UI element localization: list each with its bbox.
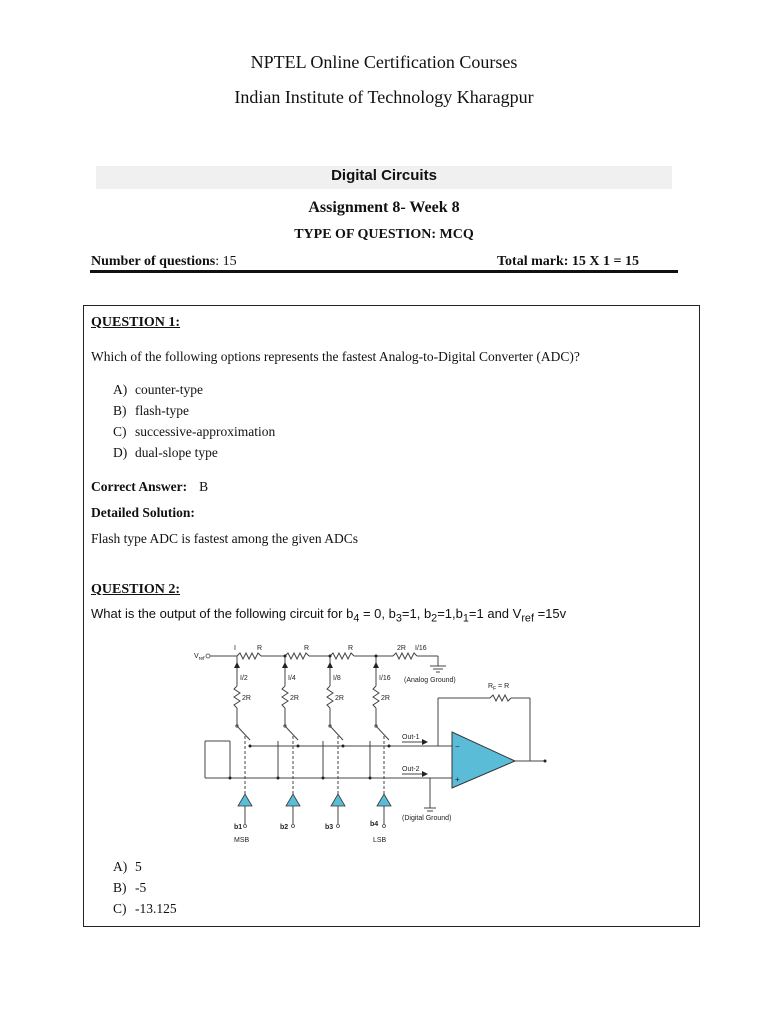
- total-mark: Total mark: 15 X 1 = 15: [497, 254, 640, 269]
- option-label: B): [113, 880, 127, 895]
- org-line-1: NPTEL Online Certification Courses: [250, 52, 518, 72]
- option-text: -5: [135, 880, 147, 895]
- option-text: -13.125: [135, 901, 177, 916]
- q1-solution-label: Detailed Solution:: [91, 505, 195, 520]
- i4-label: I/4: [288, 675, 296, 682]
- buffer-b3-icon: [331, 794, 345, 806]
- option-text: successive-approximation: [135, 424, 276, 439]
- question-1-text: Which of the following options represents the fastest Analog-to-Digital Converter (ADC)?: [91, 349, 580, 364]
- question-2-text: [91, 606, 566, 625]
- option-label: B): [113, 403, 127, 418]
- b3-sub: 3: [395, 612, 402, 625]
- b1-label: b1: [234, 824, 243, 831]
- question-2-heading: QUESTION 2:: [91, 582, 181, 597]
- r-label-3: R: [348, 645, 354, 652]
- num-questions-value: : 15: [215, 254, 237, 269]
- 2r-label-1: 2R: [242, 695, 251, 702]
- option-text: counter-type: [135, 382, 203, 397]
- buffer-b1-icon: [238, 794, 252, 806]
- question-type: TYPE OF QUESTION: MCQ: [294, 227, 474, 242]
- answer-label: Correct Answer:: [91, 479, 188, 494]
- option-label: D): [113, 445, 128, 460]
- r-label-2: R: [304, 645, 310, 652]
- vref-symbol: V: [512, 606, 522, 621]
- dac-circuit-diagram: [190, 636, 560, 851]
- b3-symbol: b: [388, 606, 396, 621]
- b4-value: = 0,: [359, 606, 389, 621]
- b1-sub: 1: [462, 612, 469, 625]
- org-line-2: Indian Institute of Technology Kharagpur: [234, 87, 534, 107]
- analog-ground-label: (Analog Ground): [404, 677, 456, 684]
- assignment-title: Assignment 8- Week 8: [308, 199, 460, 216]
- b1-symbol: b: [455, 606, 463, 621]
- option-label: A): [113, 382, 128, 397]
- option-label: C): [113, 901, 127, 916]
- option-text: 5: [135, 859, 142, 874]
- msb-label: MSB: [234, 837, 250, 844]
- i2-label: I/2: [240, 675, 248, 682]
- i8-label: I/8: [333, 675, 341, 682]
- option-label: A): [113, 859, 128, 874]
- b2-value: =1,: [437, 606, 456, 621]
- answer-value: B: [199, 479, 209, 494]
- b1-value: =1 and: [468, 606, 513, 621]
- q2-text-pre: What is the output of the following circuit for: [91, 606, 347, 621]
- course-title: Digital Circuits: [331, 167, 437, 184]
- current-i-label: I: [234, 645, 236, 652]
- buffer-b2-icon: [286, 794, 300, 806]
- option-label: C): [113, 424, 127, 439]
- q1-solution-text: Flash type ADC is fastest among the given ADCs: [91, 531, 358, 546]
- question-1-heading: QUESTION 1:: [91, 315, 181, 330]
- b2-symbol: b: [423, 606, 432, 621]
- lsb-label: LSB: [373, 837, 387, 844]
- out1-label: Out-1: [402, 734, 420, 741]
- vref-label: $V_{ref}$: [194, 653, 205, 662]
- 2r-label-2: 2R: [290, 695, 299, 702]
- r-label-1: R: [257, 645, 263, 652]
- header-rule: [90, 270, 678, 273]
- b4-symbol: b: [346, 606, 354, 621]
- b2-label: b2: [280, 824, 289, 831]
- b3-label: b3: [325, 824, 334, 831]
- i16-top-label: I/16: [415, 645, 427, 652]
- q1-option-b: [113, 403, 189, 419]
- 2r-label-3: 2R: [335, 695, 344, 702]
- opamp-plus-label: +: [455, 775, 460, 784]
- q1-correct-answer: [91, 479, 208, 495]
- b3-value: =1,: [401, 606, 424, 621]
- q2-option-b: [113, 880, 146, 896]
- rf-label: $R_F = R$: [488, 683, 510, 692]
- q1-option-d: [113, 445, 218, 461]
- q2-option-c: [113, 901, 177, 917]
- vref-sub: ref: [521, 612, 534, 625]
- b4-sub: 4: [353, 612, 360, 625]
- num-questions-label: Number of questions: [91, 254, 216, 269]
- vref-value: =15v: [533, 606, 567, 621]
- b2-sub: 2: [431, 612, 438, 625]
- i16-label: I/16: [379, 675, 391, 682]
- q2-option-a: [113, 859, 142, 875]
- op-amp-icon: [452, 732, 515, 788]
- opamp-minus-label: −: [455, 742, 460, 751]
- digital-ground-label: (Digital Ground): [402, 815, 452, 822]
- q1-option-c: [113, 424, 275, 440]
- option-text: dual-slope type: [135, 445, 218, 460]
- number-of-questions: [91, 254, 237, 270]
- 2r-label-top: 2R: [397, 645, 406, 652]
- b4-label: b4: [370, 821, 379, 828]
- out2-label: Out-2: [402, 766, 420, 773]
- 2r-label-4: 2R: [381, 695, 390, 702]
- q1-option-a: [113, 382, 203, 398]
- option-text: flash-type: [135, 403, 189, 418]
- buffer-b4-icon: [377, 794, 391, 806]
